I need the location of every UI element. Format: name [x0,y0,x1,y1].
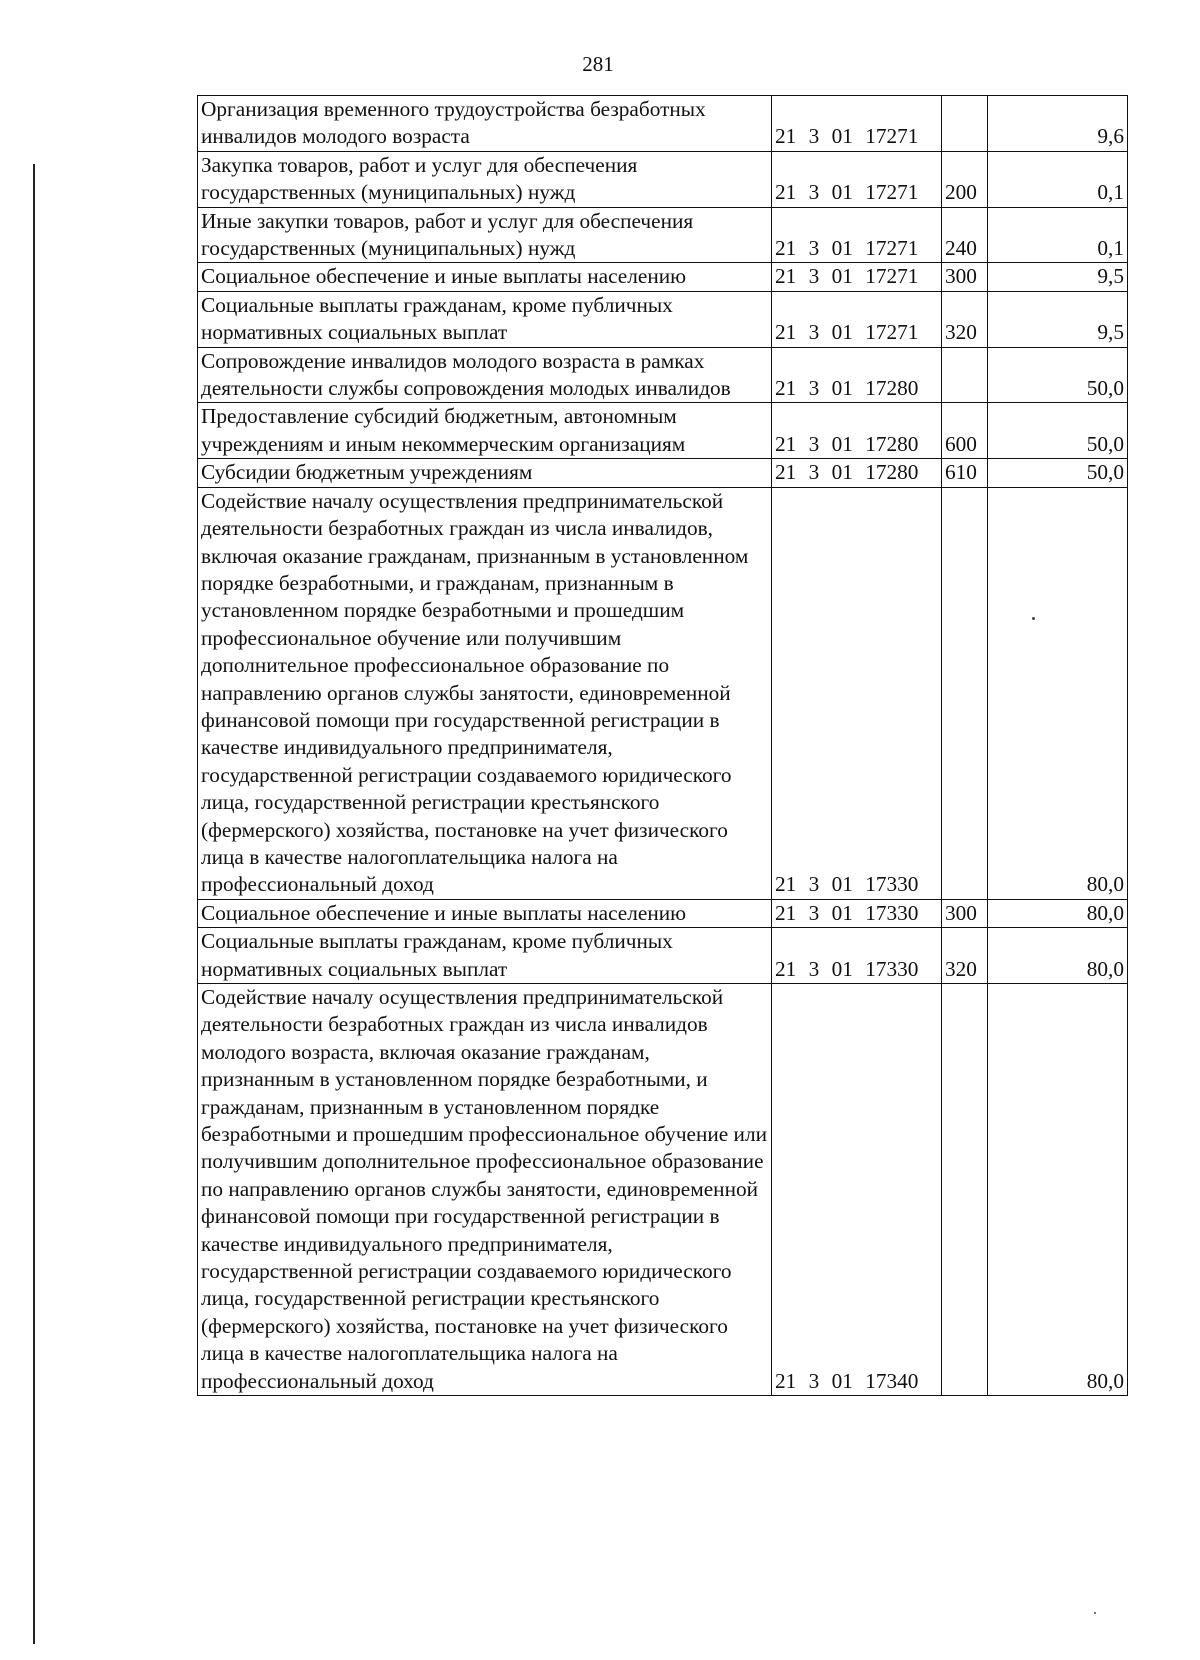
row-type: 240 [942,207,988,263]
row-type [942,96,988,152]
row-type [942,347,988,403]
row-amount: 80,0 [988,487,1128,899]
row-name: Социальные выплаты гражданам, кроме публичных нормативных социальных выплат [198,291,772,347]
row-code: 21 3 01 17271 [772,96,942,152]
row-type: 200 [942,151,988,207]
row-code: 21 3 01 17330 [772,487,942,899]
scan-margin-line [33,164,35,1644]
row-amount: 9,5 [988,263,1128,291]
table-row [198,291,1128,347]
row-name: Субсидии бюджетным учреждениям [198,459,772,487]
page-number: 281 [582,52,614,76]
row-name: Организация временного трудоустройства безработных инвалидов молодого возраста [198,96,772,152]
row-code: 21 3 01 17330 [772,899,942,927]
row-type: 300 [942,899,988,927]
row-name: Содействие началу осуществления предпринимательской деятельности безработных граждан из числа инвалидов, включая оказание гражданам, признанным в установленном порядке безработными, и гражданам, признанным в установленном порядке безработными и прошедшим профессиональное обучение или получившим дополнительное профессиональное образование по направлению органов службы занятости, единовременной финансовой помощи при государственной регистрации в качестве индивидуального предпринимателя, государственной регистрации создаваемого юридического лица, государственной регистрации крестьянского (фермерского) хозяйства, постановке на учет физического лица в качестве налогоплательщика налога на профессиональный доход [198,487,772,899]
row-name: Социальное обеспечение и иные выплаты населению [198,263,772,291]
row-amount: 50,0 [988,347,1128,403]
table-row [198,459,1128,487]
scan-speck [1094,1612,1096,1614]
table-row [198,347,1128,403]
row-amount: 80,0 [988,899,1128,927]
row-type: 300 [942,263,988,291]
table-row [198,984,1128,1396]
row-code: 21 3 01 17280 [772,459,942,487]
row-code: 21 3 01 17271 [772,263,942,291]
row-amount: 0,1 [988,151,1128,207]
table-row [198,899,1128,927]
budget-table [197,95,1128,1396]
row-name: Предоставление субсидий бюджетным, автономным учреждениям и иным некоммерческим организациям [198,403,772,459]
row-type: 320 [942,291,988,347]
row-code: 21 3 01 17271 [772,151,942,207]
row-type: 320 [942,928,988,984]
table-row [198,928,1128,984]
row-code: 21 3 01 17280 [772,347,942,403]
row-amount: 80,0 [988,928,1128,984]
row-amount: 9,5 [988,291,1128,347]
scan-speck [1032,617,1035,620]
row-code: 21 3 01 17330 [772,928,942,984]
row-name: Социальные выплаты гражданам, кроме публичных нормативных социальных выплат [198,928,772,984]
row-code: 21 3 01 17271 [772,291,942,347]
row-amount: 50,0 [988,459,1128,487]
table-row [198,487,1128,899]
table-row [198,263,1128,291]
table-row [198,207,1128,263]
row-type: 600 [942,403,988,459]
row-name: Иные закупки товаров, работ и услуг для обеспечения государственных (муниципальных) нужд [198,207,772,263]
row-name: Содействие началу осуществления предпринимательской деятельности безработных граждан из числа инвалидов молодого возраста, включая оказание гражданам, признанным в установленном порядке безработными, и гражданам, признанным в установленном порядке безработными и прошедшим профессиональное обучение или получившим дополнительное профессиональное образование по направлению органов службы занятости, единовременной финансовой помощи при государственной регистрации в качестве индивидуального предпринимателя, государственной регистрации создаваемого юридического лица, государственной регистрации крестьянского (фермерского) хозяйства, постановке на учет физического лица в качестве налогоплательщика налога на профессиональный доход [198,984,772,1396]
row-amount: 50,0 [988,403,1128,459]
row-name: Сопровождение инвалидов молодого возраста в рамках деятельности службы сопровождения молодых инвалидов [198,347,772,403]
table-row [198,151,1128,207]
row-amount: 9,6 [988,96,1128,152]
row-amount: 80,0 [988,984,1128,1396]
row-amount: 0,1 [988,207,1128,263]
row-code: 21 3 01 17340 [772,984,942,1396]
row-type [942,487,988,899]
row-name: Социальное обеспечение и иные выплаты населению [198,899,772,927]
row-type [942,984,988,1396]
row-name: Закупка товаров, работ и услуг для обеспечения государственных (муниципальных) нужд [198,151,772,207]
row-type: 610 [942,459,988,487]
row-code: 21 3 01 17280 [772,403,942,459]
table-row [198,403,1128,459]
table-row [198,96,1128,152]
row-code: 21 3 01 17271 [772,207,942,263]
